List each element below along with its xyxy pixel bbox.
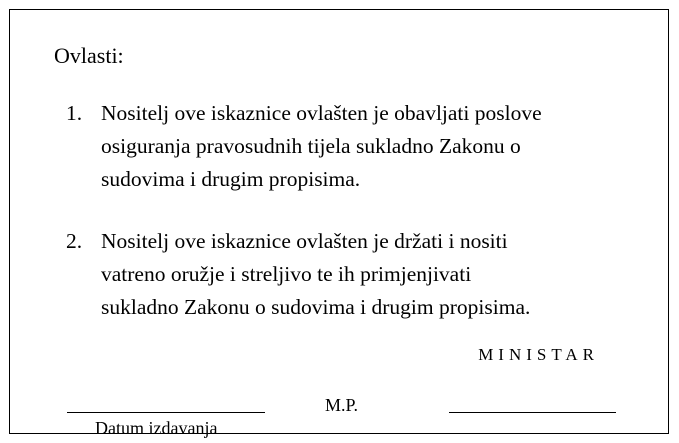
item-text-line: Nositelj ove iskaznice ovlašten je obavljati poslove [101,101,542,125]
minister-signature-line [449,412,616,413]
item-text [101,97,641,196]
item-text-line: sukladno Zakonu o sudovima i drugim propisima. [101,295,531,319]
minister-title: MINISTAR [478,345,599,364]
date-label: Datum izdavanja [95,418,218,438]
item-text-line: vatreno oružje i streljivo te ih primjenjivati [101,262,472,286]
item-number: 2. [66,229,83,253]
item-text-line: Nositelj ove iskaznice ovlašten je držati i nositi [101,229,508,253]
item-text [101,225,641,324]
item-number: 1. [66,101,83,125]
authorization-card [9,9,669,438]
date-signature-line [67,412,265,413]
item-text-line: osiguranja pravosudnih tijela sukladno Zakonu o [101,134,521,158]
stamp-label: M.P. [325,395,359,415]
card-heading: Ovlasti: [54,43,124,68]
item-text-line: sudovima i drugim propisima. [101,167,361,191]
